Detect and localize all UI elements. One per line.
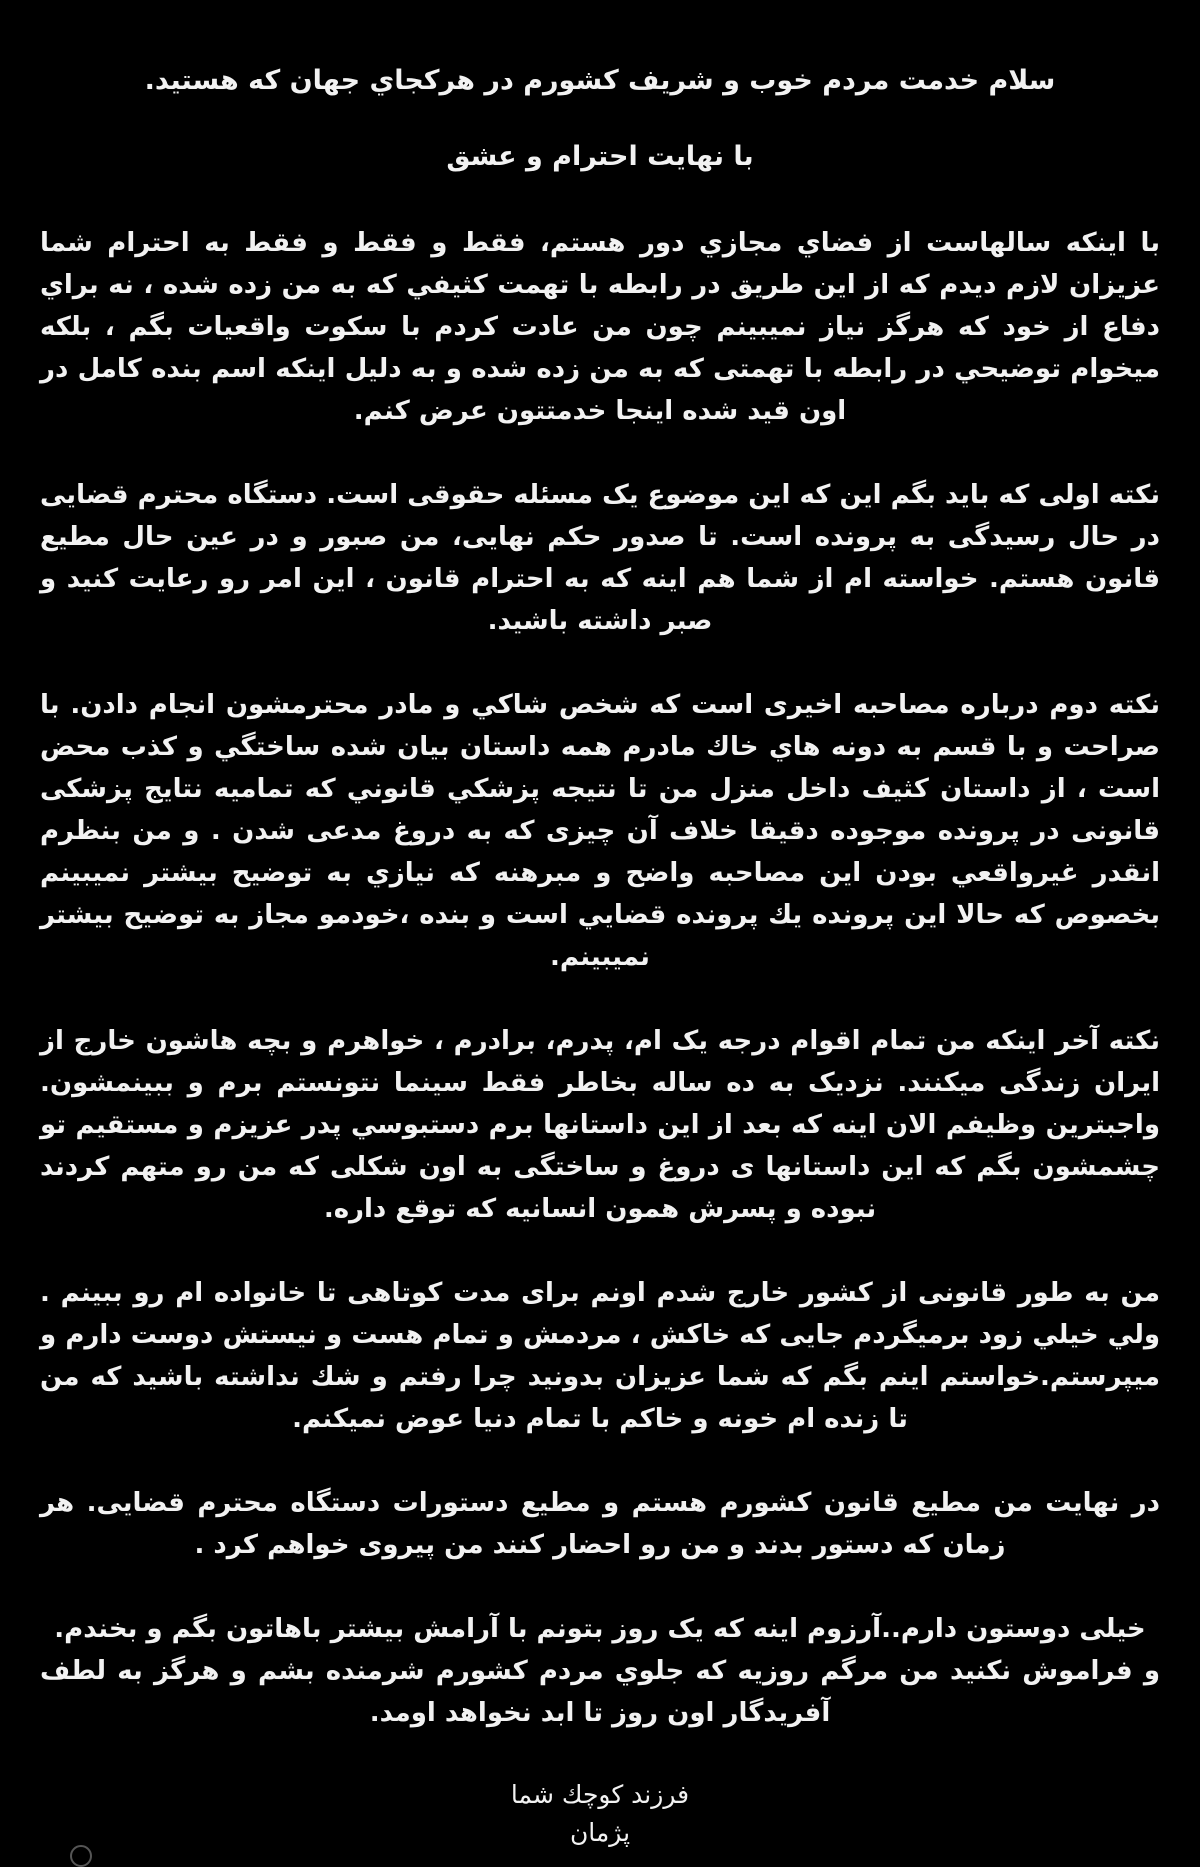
- letter-body: [40, 60, 1160, 1852]
- paragraph-last-point: نکته آخر اينکه من تمام اقوام درجه يک ام، پدرم، برادرم ، خواهرم و بچه هاشون خارج از ايران زندگی ميکنند. نزديک به ده ساله بخاطر فقط سينما نتونستم برم و ببينمشون. واجبترين وظيفم الان اينه که بعد از اين داستانها برم دستبوسي پدر عزيزم و مستقيم تو چشمشون بگم که اين داستانها ی دروغ و ساختگی به اون شکلی که من رو متهم کردند نبوده و پسرش همون انسانيه که توقع داره.: [40, 1026, 1160, 1224]
- letter-sign-off: فرزند كوچك شما: [510, 1780, 690, 1809]
- paragraph-love: خيلی دوستون دارم..آرزوم اينه كه يک روز بتونم با آرامش بيشتر باهاتون بگم و بخندم.: [54, 1614, 1146, 1644]
- letter-salutation: با نهايت احترام و عشق: [446, 141, 754, 172]
- paragraph-leaving-country: من به طور قانونی از کشور خارج شدم اونم برای مدت کوتاهی تا خانواده ام رو ببينم . ولي خيلي زود برميگردم جايی كه خاكش ، مردمش و تمام هست و نيستش دوست دارم و ميپرستم.خواستم اينم بگم كه شما عزيزان بدونيد چرا رفتم و شك نداشته باشيد كه من تا زنده ام خونه و خاكم با تمام دنيا عوض نميكنم.: [40, 1278, 1160, 1434]
- paragraph-obey-law: در نهايت من مطيع قانون كشورم هستم و مطيع دستورات دستگاه محترم قضايی. هر زمان كه دستور بدند و من رو احضار كنند من پيروی خواهم كرد .: [40, 1488, 1160, 1560]
- paragraph-final-note: و فراموش نكنيد من مرگم روزيه كه جلوي مردم كشورم شرمنده بشم و هرگز به لطف آفريدگار اون روز تا ابد نخواهد اومد.: [40, 1656, 1160, 1728]
- story-circle-icon: [70, 1845, 92, 1867]
- letter-greeting: سلام خدمت مردم خوب و شريف كشورم در هركجاي جهان كه هستيد.: [144, 65, 1056, 96]
- paragraph-second-point: نكته دوم درباره مصاحبه اخيری است که شخص شاكي و مادر محترمشون انجام دادن. با صراحت و با قسم به دونه هاي خاك مادرم همه داستان بيان شده ساختگي و كذب محض است ، از داستان كثيف داخل منزل من تا نتيجه پزشكي قانوني كه تماميه نتايج پزشکی قانونی در پرونده موجوده دقيقا خلاف آن چيزی که به دروغ مدعی شدن . و من بنظرم انقدر غيرواقعي بودن اين مصاحبه واضح و مبرهنه كه نيازي به توضيح بيشتر نميبينم بخصوص كه حالا اين پرونده يك پرونده قضايي است و بنده ،خودمو مجاز به توضيح بيشتر نميبينم.: [40, 690, 1160, 972]
- paragraph-first-point: نكته اولی که بايد بگم اين كه اين موضوع يک مسئله حقوقی است. دستگاه محترم قضايی در حال رسيدگی به پرونده است. تا صدور حکم نهايی، من صبور و در عين حال مطيع قانون هستم. خواسته ام از شما هم اينه که به احترام قانون ، اين امر رو رعايت کنيد و صبر داشته باشيد.: [40, 480, 1160, 636]
- letter-signature: پژمان: [569, 1818, 631, 1847]
- paragraph-intro: با اينكه سالهاست از فضاي مجازي دور هستم، فقط و فقط و فقط به احترام شما عزيزان لازم ديدم كه از اين طريق در رابطه با تهمت كثيفي كه به من زده شده ، نه براي دفاع از خود كه هرگز نياز نميبينم چون من عادت كردم با سكوت واقعيات بگم ، بلكه ميخوام توضيحي در رابطه با تهمتی كه به من زده شده و به دليل اينكه اسم بنده كامل در اون قيد شده اينجا خدمتتون عرض كنم.: [40, 228, 1160, 426]
